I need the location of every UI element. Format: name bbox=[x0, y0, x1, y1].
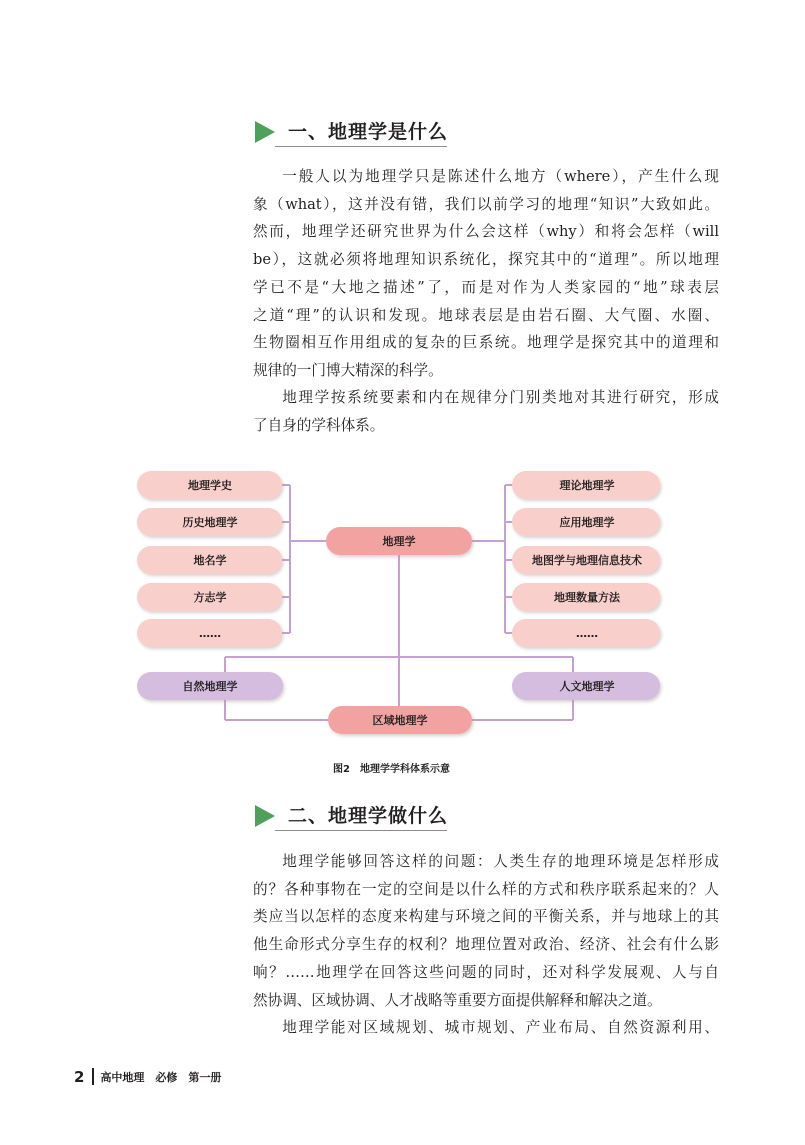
right-node-label: …… bbox=[576, 627, 598, 640]
right-node-label: 地理数量方法 bbox=[554, 591, 620, 604]
left-node-label: …… bbox=[199, 627, 221, 640]
text-line: 之道“理”的认识和发现。地球表层是由岩石圈、大气圈、水圈、 bbox=[253, 306, 719, 324]
book-title: 高中地理 必修 第一册 bbox=[100, 1070, 222, 1084]
text-line: 象（what），这并没有错，我们以前学习的地理“知识”大致如此。 bbox=[253, 195, 719, 213]
left-node bbox=[137, 508, 282, 536]
text-line: 类应当以怎样的态度来构建与环境之间的平衡关系，并与地球上的其 bbox=[253, 908, 719, 926]
text-line: 响？……地理学在回答这些问题的同时，还对科学发展观、人与自 bbox=[253, 963, 719, 981]
left-node bbox=[137, 619, 282, 647]
right-node bbox=[512, 471, 660, 499]
text-line: 然而，地理学还研究世界为什么会这样（why）和将会怎样（will bbox=[253, 223, 719, 241]
triangle-bullet-icon bbox=[255, 805, 275, 827]
text-line: 地理学能够回答这样的问题：人类生存的地理环境是怎样形成 bbox=[282, 853, 719, 870]
regional-geography-label: 区域地理学 bbox=[372, 714, 428, 727]
right-node bbox=[512, 619, 660, 647]
text-line: 然协调、区域协调、人才战略等重要方面提供解释和解决之道。 bbox=[253, 991, 662, 1009]
right-node-label: 理论地理学 bbox=[559, 479, 615, 492]
text-line: 地理学按系统要素和内在规律分门别类地对其进行研究，形成 bbox=[282, 389, 719, 406]
text-line: 一般人以为地理学只是陈述什么地方（where），产生什么现 bbox=[282, 168, 719, 185]
human-geography-label: 人文地理学 bbox=[559, 680, 615, 693]
section-heading-2 bbox=[255, 801, 449, 831]
regional-geography-node bbox=[328, 706, 472, 734]
left-node-label: 方志学 bbox=[193, 591, 227, 604]
physical-geography-label: 自然地理学 bbox=[182, 680, 238, 693]
page-number: 2 bbox=[74, 1067, 85, 1086]
text-line: 的？各种事物在一定的空间是以什么样的方式和秩序联系起来的？人 bbox=[253, 880, 719, 898]
left-node-label: 地理学史 bbox=[188, 479, 232, 492]
left-node bbox=[137, 546, 282, 574]
figure-number: 图2 bbox=[333, 764, 350, 775]
right-node bbox=[512, 583, 660, 611]
right-node-label: 地图学与地理信息技术 bbox=[532, 554, 642, 567]
footer-divider bbox=[92, 1068, 94, 1085]
left-node-label: 历史地理学 bbox=[182, 516, 238, 529]
section-title-2: 二、地理学做什么 bbox=[288, 805, 449, 827]
text-line: 学已不是“大地之描述”了，而是对作为人类家园的“地”球表层 bbox=[253, 278, 719, 296]
page-footer bbox=[74, 1066, 221, 1086]
section-title-1: 一、地理学是什么 bbox=[288, 121, 449, 143]
left-node-label: 地名学 bbox=[193, 554, 227, 567]
heading-underline bbox=[275, 830, 447, 831]
physical-geography-node bbox=[137, 672, 283, 700]
left-node bbox=[137, 583, 282, 611]
figure-title: 地理学学科体系示意 bbox=[359, 764, 450, 775]
right-node bbox=[512, 546, 660, 574]
text-line: 生物圈相互作用组成的复杂的巨系统。地理学是探究其中的道理和 bbox=[253, 334, 719, 352]
text-line: be），这就必须将地理知识系统化，探究其中的“道理”。所以地理 bbox=[253, 251, 719, 269]
center-node bbox=[326, 527, 472, 555]
text-line: 地理学能对区域规划、城市规划、产业布局、自然资源利用、 bbox=[282, 1019, 719, 1036]
right-node-label: 应用地理学 bbox=[559, 516, 615, 529]
center-node-label: 地理学 bbox=[382, 535, 416, 548]
paragraph-4 bbox=[253, 1014, 719, 1042]
text-line: 他生命形式分享生存的权利？地理位置对政治、经济、社会有什么影 bbox=[253, 936, 719, 954]
figure-caption bbox=[333, 760, 450, 775]
human-geography-node bbox=[512, 672, 660, 700]
right-node bbox=[512, 508, 660, 536]
text-line: 规律的一门博大精深的科学。 bbox=[253, 361, 443, 379]
left-node bbox=[137, 471, 282, 499]
paragraph-3 bbox=[253, 848, 719, 1014]
text-line: 了自身的学科体系。 bbox=[253, 416, 385, 434]
